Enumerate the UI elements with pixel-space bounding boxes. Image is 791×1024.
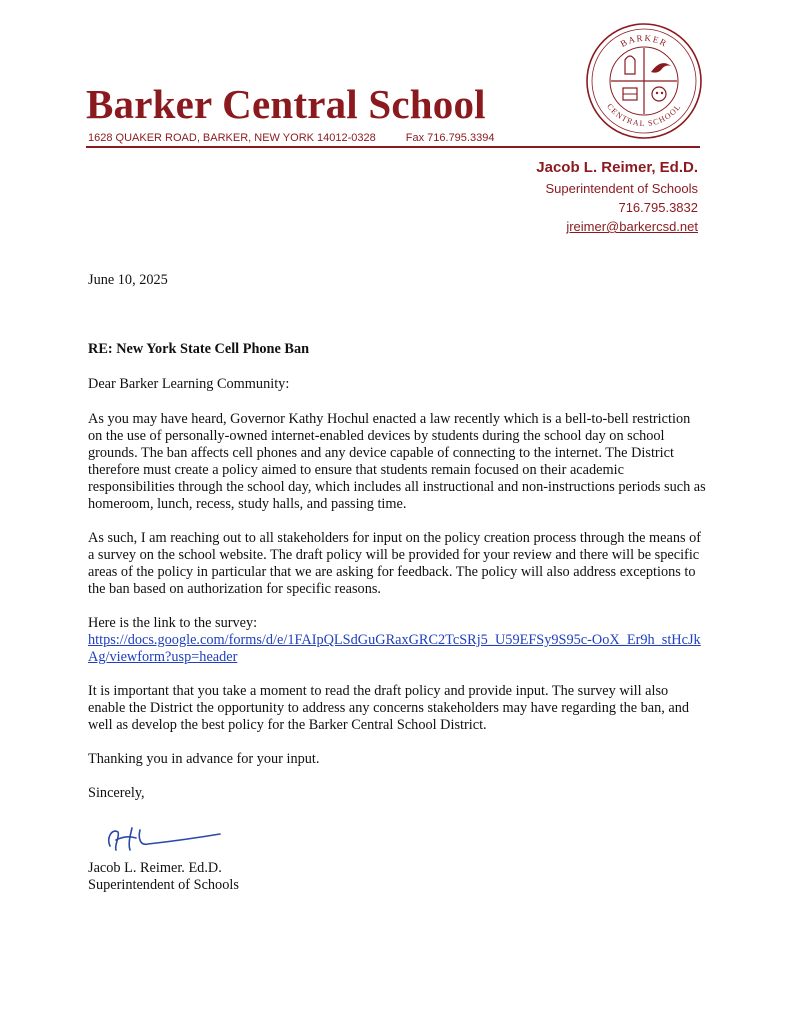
- svg-text:BARKER: BARKER: [618, 32, 670, 49]
- sender-phone: 716.795.3832: [618, 200, 698, 215]
- letter-paragraph-1: As you may have heard, Governor Kathy Hochul enacted a law recently which is a bell-to-bell restriction on the use of personally-owned internet-enabled devices by students during the school day on school grounds. The ban affects cell phones and any device capable of connecting to the internet. The District therefore must create a policy aimed to ensure that students remain focused on their academic responsibilities through the school day, which includes all instructional and non-instructions periods such as homeroom, lunch, recess, study halls, and passing time.: [88, 411, 706, 512]
- letterhead-divider: [86, 146, 700, 148]
- signer-title: Superintendent of Schools: [88, 877, 239, 893]
- survey-intro: Here is the link to the survey:: [88, 615, 258, 631]
- school-address-line: [88, 132, 494, 144]
- survey-link[interactable]: https://docs.google.com/forms/d/e/1FAIpQLSdGuGRaxGRC2TcSRj5_U59EFSy9S95c-OoX_Er9h_stHcJkAg/viewform?usp=header: [88, 632, 701, 665]
- letter-body: [88, 272, 708, 894]
- svg-text:CENTRAL SCHOOL: CENTRAL SCHOOL: [605, 102, 683, 129]
- letter-closing: Sincerely,: [88, 785, 145, 801]
- letter-greeting: Dear Barker Learning Community:: [88, 376, 290, 392]
- letter-date: June 10, 2025: [88, 272, 168, 288]
- sender-title: Superintendent of Schools: [545, 181, 698, 196]
- sender-name: Jacob L. Reimer, Ed.D.: [536, 159, 698, 176]
- school-fax: Fax 716.795.3394: [405, 132, 495, 144]
- signer-name: Jacob L. Reimer. Ed.D.: [88, 860, 222, 876]
- school-address: 1628 QUAKER ROAD, BARKER, NEW YORK 14012-0328: [88, 132, 376, 144]
- letter-thanks: Thanking you in advance for your input.: [88, 751, 320, 767]
- school-name: Barker Central School: [86, 81, 486, 127]
- letter-paragraph-3: It is important that you take a moment to read the draft policy and provide input. The survey will also enable the District the opportunity to address any concerns stakeholders may have regarding the ban, and well as develop the best policy for the Barker Central School District.: [88, 683, 690, 733]
- handwritten-signature: [96, 820, 226, 856]
- school-seal-logo: [585, 22, 703, 140]
- sender-contact-block: [536, 157, 698, 236]
- sender-email-link[interactable]: jreimer@barkercsd.net: [566, 219, 698, 234]
- letter-paragraph-2: As such, I am reaching out to all stakeholders for input on the policy creation process through the means of a survey on the school website. The draft policy will be provided for your review and there will be specific areas of the policy in particular that we are asking for feedback. The policy will also address exceptions to the ban based on authorization for specific reasons.: [88, 530, 702, 597]
- letter-subject: RE: New York State Cell Phone Ban: [88, 341, 310, 357]
